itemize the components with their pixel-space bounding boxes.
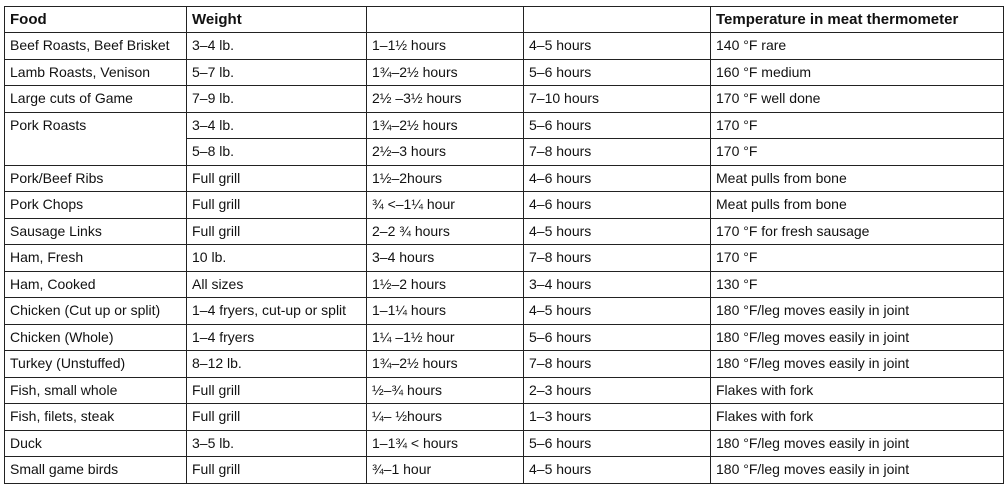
- cell-time-1: 1–1½ hours: [367, 33, 524, 60]
- table-row: [5, 298, 1004, 325]
- cell-weight: Full grill: [187, 165, 367, 192]
- cell-temperature: 140 °F rare: [711, 33, 1004, 60]
- cell-temperature: 160 °F medium: [711, 59, 1004, 86]
- cell-weight: Full grill: [187, 192, 367, 219]
- cell-temperature: 180 °F/leg moves easily in joint: [711, 430, 1004, 457]
- header-time-1: [367, 7, 524, 33]
- table-row: [5, 245, 1004, 272]
- cell-time-2: 5–6 hours: [524, 59, 711, 86]
- cell-food: Small game birds: [5, 457, 187, 484]
- cell-time-1: ¾–1 hour: [367, 457, 524, 484]
- cell-temperature: Meat pulls from bone: [711, 165, 1004, 192]
- table-row: [5, 351, 1004, 378]
- cell-time-1: 1¾–2½ hours: [367, 112, 524, 139]
- cell-food: Ham, Fresh: [5, 245, 187, 272]
- table-row: [5, 404, 1004, 431]
- table-row: [5, 457, 1004, 484]
- cell-temperature: 180 °F/leg moves easily in joint: [711, 324, 1004, 351]
- cell-time-2: 5–6 hours: [524, 112, 711, 139]
- cell-time-1: 1¼ –1½ hour: [367, 324, 524, 351]
- cell-temperature: 170 °F: [711, 139, 1004, 166]
- cell-time-2: 4–6 hours: [524, 192, 711, 219]
- cell-time-1: 2½ –3½ hours: [367, 86, 524, 113]
- cell-food: Fish, filets, steak: [5, 404, 187, 431]
- table-row: [5, 271, 1004, 298]
- cell-time-1: 1–1¼ hours: [367, 298, 524, 325]
- cell-time-2: 4–5 hours: [524, 298, 711, 325]
- cell-time-2: 1–3 hours: [524, 404, 711, 431]
- cell-time-2: 4–6 hours: [524, 165, 711, 192]
- cell-temperature: 180 °F/leg moves easily in joint: [711, 351, 1004, 378]
- cell-food: Lamb Roasts, Venison: [5, 59, 187, 86]
- cell-food: Large cuts of Game: [5, 86, 187, 113]
- cell-temperature: 170 °F well done: [711, 86, 1004, 113]
- cell-food: Pork Chops: [5, 192, 187, 219]
- table-row: [5, 377, 1004, 404]
- cell-weight: 3–4 lb.: [187, 33, 367, 60]
- cell-temperature: Meat pulls from bone: [711, 192, 1004, 219]
- cell-time-2: 4–5 hours: [524, 218, 711, 245]
- table-row: [5, 59, 1004, 86]
- cell-temperature: 180 °F/leg moves easily in joint: [711, 457, 1004, 484]
- cell-time-1: 1¾–2½ hours: [367, 59, 524, 86]
- cell-food: Chicken (Whole): [5, 324, 187, 351]
- cell-food: Pork/Beef Ribs: [5, 165, 187, 192]
- header-weight: Weight: [187, 7, 367, 33]
- cell-time-1: ½–¾ hours: [367, 377, 524, 404]
- cell-weight: 8–12 lb.: [187, 351, 367, 378]
- cell-time-2: 2–3 hours: [524, 377, 711, 404]
- smoking-times-table: [4, 6, 1004, 484]
- cell-time-1: 2½–3 hours: [367, 139, 524, 166]
- cell-weight: 7–9 lb.: [187, 86, 367, 113]
- cell-time-1: ¾ <–1¼ hour: [367, 192, 524, 219]
- cell-time-2: 3–4 hours: [524, 271, 711, 298]
- cell-food: Turkey (Unstuffed): [5, 351, 187, 378]
- table-row: [5, 218, 1004, 245]
- header-time-2: [524, 7, 711, 33]
- cell-weight: Full grill: [187, 377, 367, 404]
- cell-time-2: 5–6 hours: [524, 430, 711, 457]
- cell-temperature: 170 °F: [711, 112, 1004, 139]
- cell-time-2: 7–8 hours: [524, 351, 711, 378]
- cell-time-2: 7–10 hours: [524, 86, 711, 113]
- cell-temperature: Flakes with fork: [711, 377, 1004, 404]
- cell-weight: 10 lb.: [187, 245, 367, 272]
- cell-temperature: 170 °F for fresh sausage: [711, 218, 1004, 245]
- cell-food: Fish, small whole: [5, 377, 187, 404]
- cell-time-2: 7–8 hours: [524, 245, 711, 272]
- cell-time-2: 4–5 hours: [524, 457, 711, 484]
- cell-temperature: 180 °F/leg moves easily in joint: [711, 298, 1004, 325]
- cell-temperature: 170 °F: [711, 245, 1004, 272]
- cell-weight: 3–5 lb.: [187, 430, 367, 457]
- cell-weight: Full grill: [187, 218, 367, 245]
- table-row: [5, 86, 1004, 113]
- cell-weight: All sizes: [187, 271, 367, 298]
- cell-time-1: 2–2 ¾ hours: [367, 218, 524, 245]
- table-body: [5, 33, 1004, 484]
- table-row: [5, 165, 1004, 192]
- cell-time-2: 7–8 hours: [524, 139, 711, 166]
- cell-weight: Full grill: [187, 404, 367, 431]
- cell-weight: 5–7 lb.: [187, 59, 367, 86]
- cell-time-1: 1½–2 hours: [367, 271, 524, 298]
- cell-food: Pork Roasts: [5, 112, 187, 139]
- cell-food: Chicken (Cut up or split): [5, 298, 187, 325]
- cell-time-1: ¼– ½hours: [367, 404, 524, 431]
- table-row: [5, 430, 1004, 457]
- table-row: [5, 324, 1004, 351]
- cell-time-1: 3–4 hours: [367, 245, 524, 272]
- table-row: [5, 139, 1004, 166]
- table-row: [5, 192, 1004, 219]
- table-header-row: [5, 7, 1004, 33]
- cell-time-2: 4–5 hours: [524, 33, 711, 60]
- header-food: Food: [5, 7, 187, 33]
- cell-weight: 1–4 fryers, cut-up or split: [187, 298, 367, 325]
- cell-weight: 5–8 lb.: [187, 139, 367, 166]
- table-row: [5, 33, 1004, 60]
- cell-food: Ham, Cooked: [5, 271, 187, 298]
- table-row: [5, 112, 1004, 139]
- cell-time-1: 1¾–2½ hours: [367, 351, 524, 378]
- cell-time-2: 5–6 hours: [524, 324, 711, 351]
- cell-food: [5, 139, 187, 166]
- cell-time-1: 1½–2hours: [367, 165, 524, 192]
- cell-food: Beef Roasts, Beef Brisket: [5, 33, 187, 60]
- cell-temperature: Flakes with fork: [711, 404, 1004, 431]
- cell-weight: 3–4 lb.: [187, 112, 367, 139]
- cell-food: Sausage Links: [5, 218, 187, 245]
- header-temperature: Temperature in meat thermometer: [711, 7, 1004, 33]
- cell-temperature: 130 °F: [711, 271, 1004, 298]
- cell-weight: 1–4 fryers: [187, 324, 367, 351]
- cell-time-1: 1–1¾ < hours: [367, 430, 524, 457]
- cell-weight: Full grill: [187, 457, 367, 484]
- cell-food: Duck: [5, 430, 187, 457]
